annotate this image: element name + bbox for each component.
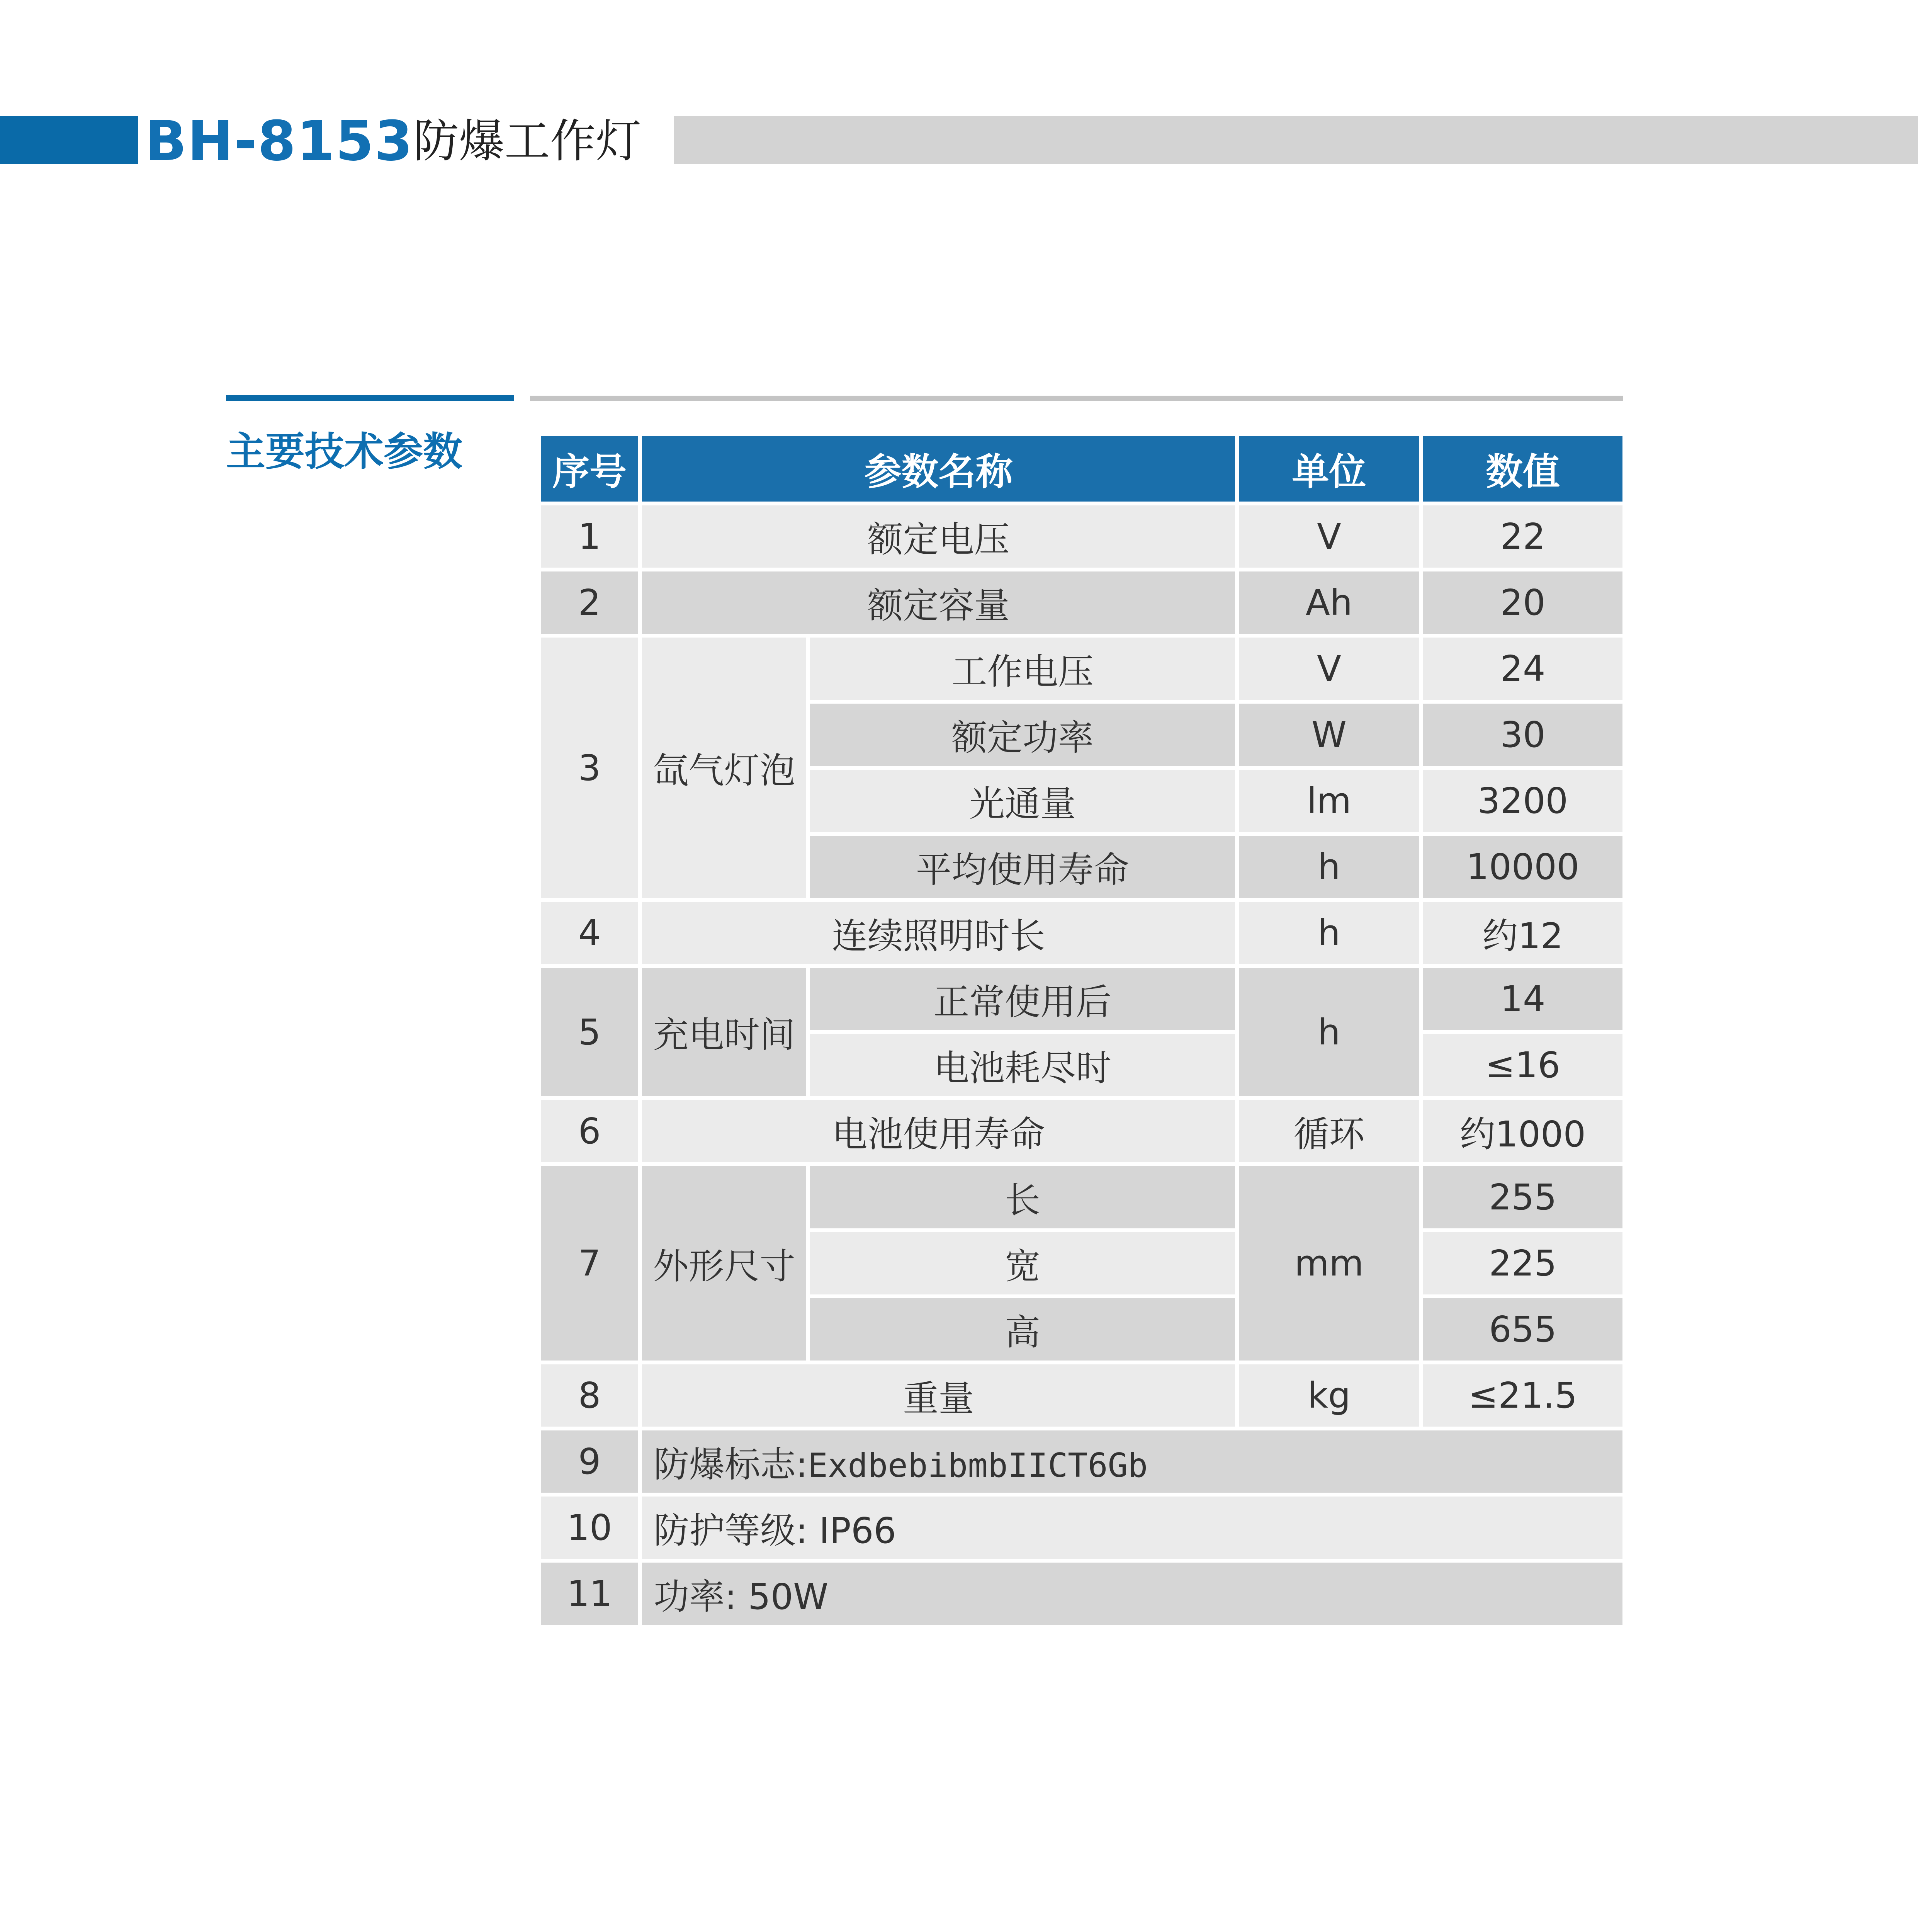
param-unit: Ah xyxy=(1237,570,1421,636)
param-name: 工作电压 xyxy=(808,636,1237,702)
row-no: 2 xyxy=(539,570,640,636)
param-value: 3200 xyxy=(1421,768,1624,834)
header-gray-bar xyxy=(674,116,1918,164)
table-row xyxy=(539,900,1624,966)
row-no: 7 xyxy=(539,1164,640,1362)
table-row xyxy=(539,1495,1624,1561)
param-name: 重量 xyxy=(640,1362,1237,1429)
param-unit: mm xyxy=(1237,1164,1421,1362)
section-title: 主要技术参数 xyxy=(226,429,462,475)
param-value: ≤21.5 xyxy=(1421,1362,1624,1429)
param-value: 14 xyxy=(1421,966,1624,1032)
table-row xyxy=(539,636,1624,702)
table-row xyxy=(539,503,1624,570)
param-name: 额定容量 xyxy=(640,570,1237,636)
row-no: 9 xyxy=(539,1429,640,1495)
param-name: 连续照明时长 xyxy=(640,900,1237,966)
row-no: 4 xyxy=(539,900,640,966)
table-row xyxy=(539,966,1624,1032)
param-unit: h xyxy=(1237,966,1421,1098)
power-rating: 功率: 50W xyxy=(640,1561,1624,1627)
param-value: 30 xyxy=(1421,702,1624,768)
header-no: 序号 xyxy=(539,434,640,503)
header-value: 数值 xyxy=(1421,434,1624,503)
param-name: 长 xyxy=(808,1164,1237,1230)
param-unit: h xyxy=(1237,900,1421,966)
param-group: 充电时间 xyxy=(640,966,808,1098)
param-value: 约1000 xyxy=(1421,1098,1624,1164)
table-row xyxy=(539,570,1624,636)
param-unit: lm xyxy=(1237,768,1421,834)
param-value: ≤16 xyxy=(1421,1032,1624,1098)
row-no: 6 xyxy=(539,1098,640,1164)
explosion-proof-mark xyxy=(640,1429,1624,1495)
mark-label: 防爆标志: xyxy=(654,1444,808,1485)
protection-grade: 防护等级: IP66 xyxy=(640,1495,1624,1561)
table-header-row xyxy=(539,434,1624,503)
product-name: 防爆工作灯 xyxy=(413,114,642,168)
mark-value: ExdbebibmbIICT6Gb xyxy=(808,1446,1148,1485)
param-unit: 循环 xyxy=(1237,1098,1421,1164)
row-no: 11 xyxy=(539,1561,640,1627)
param-name: 额定电压 xyxy=(640,503,1237,570)
param-name: 电池使用寿命 xyxy=(640,1098,1237,1164)
param-unit: h xyxy=(1237,834,1421,900)
spec-table xyxy=(537,432,1626,1629)
table-row xyxy=(539,1362,1624,1429)
param-value: 约12 xyxy=(1421,900,1624,966)
param-name: 高 xyxy=(808,1296,1237,1362)
row-no: 3 xyxy=(539,636,640,900)
param-unit: V xyxy=(1237,503,1421,570)
section-divider-line xyxy=(530,396,1623,401)
product-code: BH-8153 xyxy=(145,109,414,173)
param-value: 655 xyxy=(1421,1296,1624,1362)
param-value: 20 xyxy=(1421,570,1624,636)
header-unit: 单位 xyxy=(1237,434,1421,503)
param-unit: V xyxy=(1237,636,1421,702)
param-name: 光通量 xyxy=(808,768,1237,834)
param-group: 外形尺寸 xyxy=(640,1164,808,1362)
row-no: 1 xyxy=(539,503,640,570)
param-name: 宽 xyxy=(808,1230,1237,1296)
section-accent-line xyxy=(226,395,514,401)
param-group: 氙气灯泡 xyxy=(640,636,808,900)
table-row xyxy=(539,1429,1624,1495)
param-unit: kg xyxy=(1237,1362,1421,1429)
param-value: 255 xyxy=(1421,1164,1624,1230)
param-name: 电池耗尽时 xyxy=(808,1032,1237,1098)
row-no: 10 xyxy=(539,1495,640,1561)
param-value: 225 xyxy=(1421,1230,1624,1296)
row-no: 5 xyxy=(539,966,640,1098)
param-value: 24 xyxy=(1421,636,1624,702)
header-param-name: 参数名称 xyxy=(640,434,1237,503)
table-row xyxy=(539,1561,1624,1627)
param-name: 平均使用寿命 xyxy=(808,834,1237,900)
table-row xyxy=(539,1098,1624,1164)
param-unit: W xyxy=(1237,702,1421,768)
param-name: 正常使用后 xyxy=(808,966,1237,1032)
param-name: 额定功率 xyxy=(808,702,1237,768)
param-value: 10000 xyxy=(1421,834,1624,900)
param-value: 22 xyxy=(1421,503,1624,570)
table-row xyxy=(539,1164,1624,1230)
header-accent-bar xyxy=(0,116,138,164)
row-no: 8 xyxy=(539,1362,640,1429)
